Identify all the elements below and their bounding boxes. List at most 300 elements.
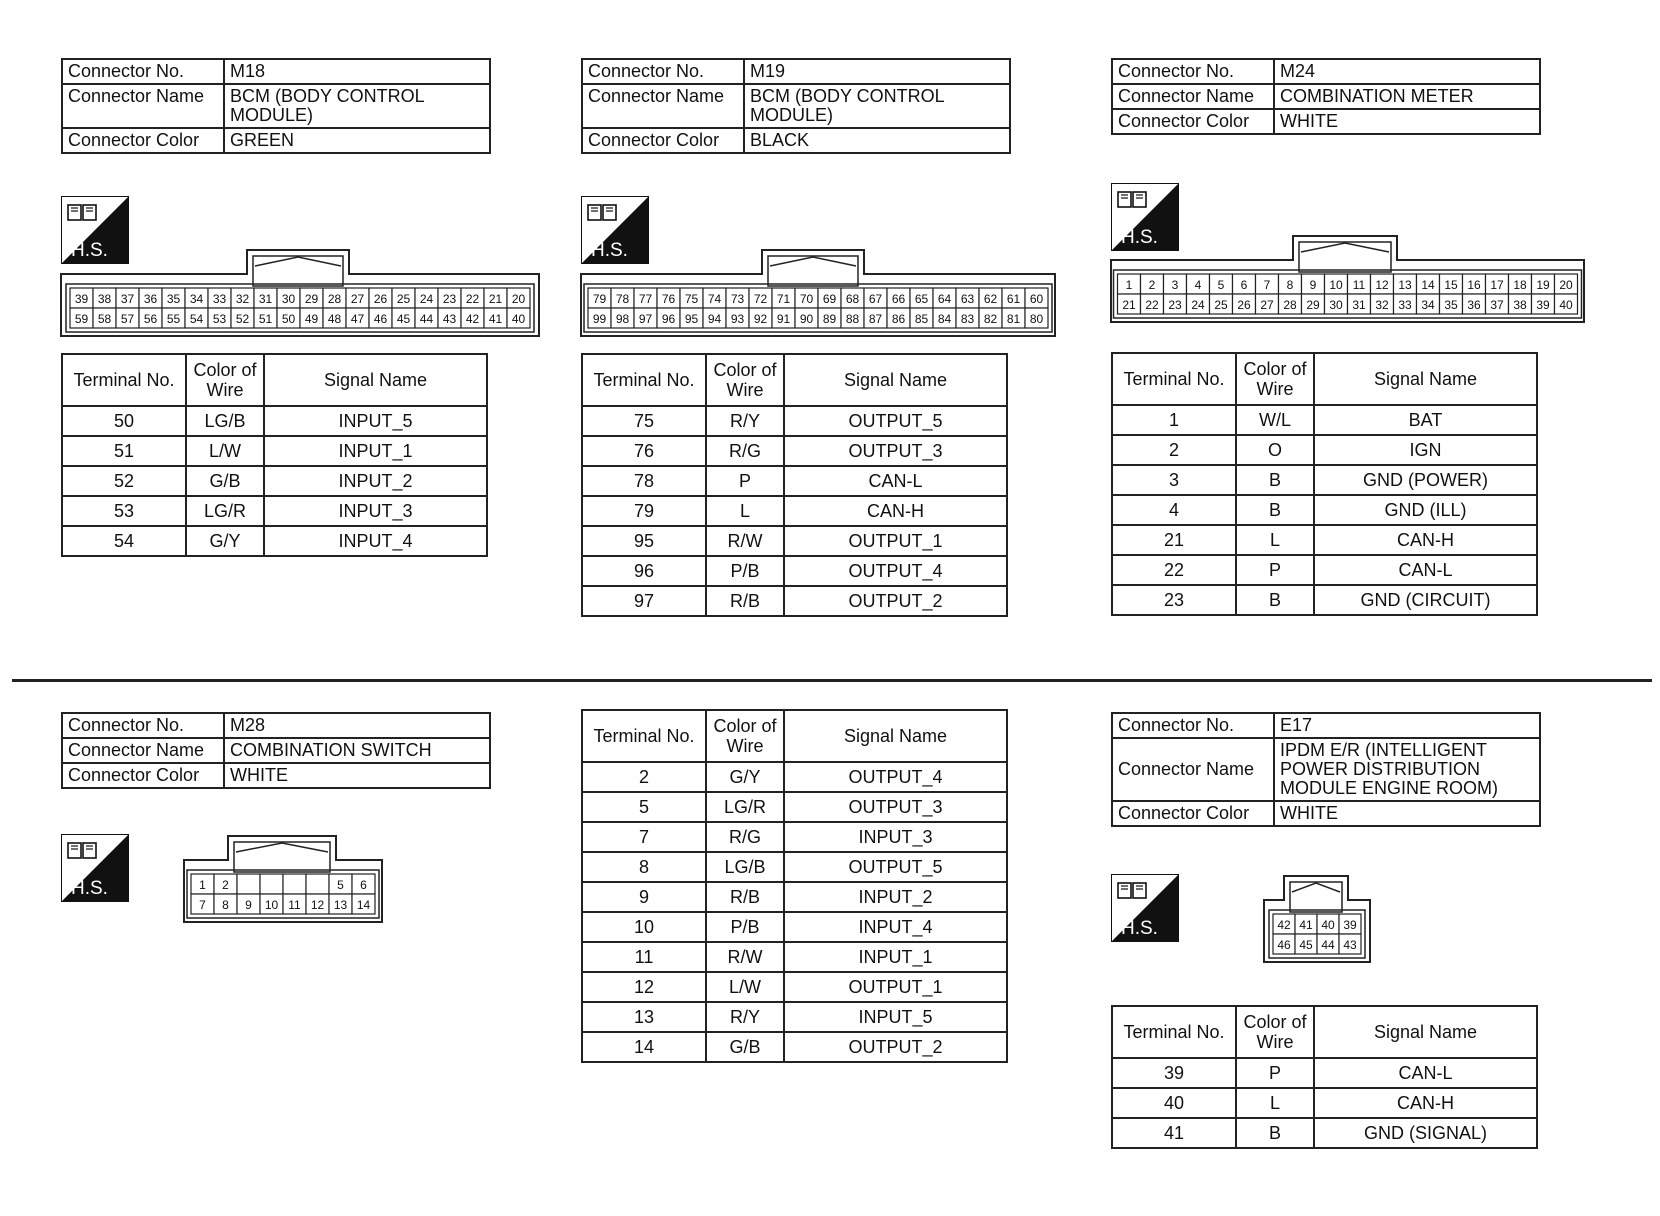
pin-number: 58 [97,312,112,326]
pin-number: 89 [822,312,837,326]
wire-color-cell: G/B [706,1032,784,1062]
pin-number: 41 [1299,918,1313,932]
connector-color-value: GREEN [224,128,490,153]
connector-name-label: Connector Name [582,84,744,128]
table-row [582,496,1007,526]
signal-name-cell: IGN [1314,435,1537,465]
connector-no-value: M19 [744,59,1010,84]
connector-name-value: IPDM E/R (INTELLIGENT POWER DISTRIBUTION MODULE ENGINE ROOM) [1274,738,1540,801]
pin-number: 83 [960,312,975,326]
table-row [62,466,487,496]
terminal-no-cell: 12 [582,972,706,1002]
signal-name-cell: GND (ILL) [1314,495,1537,525]
wire-color-header: Color of Wire [706,354,784,406]
wire-color-cell: LG/R [186,496,264,526]
terminal-no-cell: 4 [1112,495,1236,525]
pin-number: 8 [1286,278,1294,292]
terminal-no-cell: 96 [582,556,706,586]
table-row [1112,405,1537,435]
pin-number: 54 [189,312,204,326]
table-row [582,466,1007,496]
wire-color-cell: B [1236,585,1314,615]
signal-name-cell: OUTPUT_2 [784,1032,1007,1062]
pin-number: 93 [730,312,745,326]
table-row [62,406,487,436]
pin-number: 13 [1398,278,1412,292]
wire-color-cell: P [1236,555,1314,585]
pin-number: 32 [1375,298,1389,312]
pin-number: 52 [235,312,250,326]
signal-name-cell: OUTPUT_3 [784,792,1007,822]
pin-number: 53 [212,312,227,326]
table-row [582,406,1007,436]
pin-number: 18 [1513,278,1527,292]
terminal-no-header: Terminal No. [1112,353,1236,405]
signal-name-cell: INPUT_1 [264,436,487,466]
pin-number: 20 [511,292,526,306]
table-row [582,792,1007,822]
wire-color-header: Color of Wire [186,354,264,406]
table-row [582,762,1007,792]
harness-side-icon [61,834,129,902]
pin-number: 88 [845,312,860,326]
pin-number: 39 [1536,298,1550,312]
terminal-no-cell: 41 [1112,1118,1236,1148]
pin-number: 1 [199,878,206,892]
pin-number: 28 [1283,298,1297,312]
pin-number: 36 [143,292,158,306]
pin-cell [306,874,329,894]
table-row [582,1002,1007,1032]
signal-name-header: Signal Name [1314,1006,1537,1058]
pin-number: 51 [258,312,273,326]
pin-number: 50 [281,312,296,326]
terminal-no-cell: 23 [1112,585,1236,615]
signal-name-header: Signal Name [1314,353,1537,405]
terminal-no-cell: 76 [582,436,706,466]
m28-connector-info [61,712,491,789]
pin-number: 38 [1513,298,1527,312]
wire-color-cell: R/B [706,586,784,616]
pin-number: 42 [1277,918,1291,932]
pin-number: 87 [868,312,883,326]
pin-number: 63 [960,292,975,306]
pin-number: 26 [373,292,388,306]
wire-color-cell: R/W [706,942,784,972]
table-row [582,852,1007,882]
wire-color-cell: W/L [1236,405,1314,435]
pin-number: 60 [1029,292,1044,306]
wire-color-cell: LG/B [706,852,784,882]
pin-number: 23 [442,292,457,306]
table-row [582,436,1007,466]
table-row [1112,585,1537,615]
m19-connector-info [581,58,1011,154]
pin-number: 37 [1490,298,1504,312]
pin-number: 56 [143,312,158,326]
pin-number: 61 [1006,292,1021,306]
pin-number: 23 [1168,298,1182,312]
table-row [62,496,487,526]
signal-name-cell: OUTPUT_5 [784,406,1007,436]
m18-terminal-table [61,353,488,557]
pin-number: 22 [1145,298,1159,312]
pin-number: 81 [1006,312,1021,326]
pin-number: 10 [1329,278,1343,292]
pin-number: 80 [1029,312,1044,326]
terminal-no-cell: 7 [582,822,706,852]
pin-number: 45 [396,312,411,326]
terminal-no-header: Terminal No. [582,710,706,762]
signal-name-cell: OUTPUT_5 [784,852,1007,882]
wire-color-cell: O [1236,435,1314,465]
terminal-no-cell: 9 [582,882,706,912]
pin-number: 47 [350,312,365,326]
pin-number: 11 [288,898,301,912]
wire-color-cell: B [1236,1118,1314,1148]
pin-number: 35 [166,292,181,306]
m28-terminal-table [581,709,1008,1063]
wire-color-cell: G/B [186,466,264,496]
table-row [582,972,1007,1002]
terminal-no-cell: 75 [582,406,706,436]
table-row [62,526,487,556]
connector-name-value: BCM (BODY CONTROL MODULE) [744,84,1010,128]
signal-name-cell: CAN-L [784,466,1007,496]
pin-number: 7 [1263,278,1271,292]
connector-color-value: WHITE [1274,801,1540,826]
pin-number: 26 [1237,298,1251,312]
connector-name-label: Connector Name [1112,738,1274,801]
pin-number: 98 [615,312,630,326]
pin-number: 8 [222,898,229,912]
pin-number: 31 [258,292,273,306]
signal-name-cell: BAT [1314,405,1537,435]
wire-color-cell: R/Y [706,1002,784,1032]
pin-number: 57 [120,312,135,326]
signal-name-cell: CAN-L [1314,555,1537,585]
pin-number: 24 [419,292,434,306]
table-row [582,526,1007,556]
pin-number: 34 [189,292,204,306]
pin-number: 25 [396,292,411,306]
signal-name-cell: INPUT_4 [784,912,1007,942]
connector-no-value: M24 [1274,59,1540,84]
wire-color-cell: R/B [706,882,784,912]
pin-number: 33 [1398,298,1412,312]
signal-name-cell: CAN-H [784,496,1007,526]
signal-name-cell: GND (SIGNAL) [1314,1118,1537,1148]
wire-color-cell: L [706,496,784,526]
pin-number: 44 [419,312,434,326]
pin-number: 85 [914,312,929,326]
connector-name-value: BCM (BODY CONTROL MODULE) [224,84,490,128]
wire-color-cell: R/G [706,822,784,852]
signal-name-cell: CAN-H [1314,1088,1537,1118]
signal-name-cell: INPUT_3 [784,822,1007,852]
wire-color-cell: G/Y [706,762,784,792]
pin-number: 59 [74,312,89,326]
hs-label: H.S. [71,240,108,261]
terminal-no-cell: 11 [582,942,706,972]
terminal-no-cell: 22 [1112,555,1236,585]
connector-color-label: Connector Color [62,128,224,153]
terminal-no-header: Terminal No. [62,354,186,406]
pin-number: 30 [281,292,296,306]
pin-number: 64 [937,292,952,306]
wire-color-header: Color of Wire [706,710,784,762]
pin-number: 40 [1321,918,1335,932]
pin-number: 16 [1467,278,1481,292]
terminal-no-cell: 5 [582,792,706,822]
pin-number: 33 [212,292,227,306]
signal-name-header: Signal Name [784,354,1007,406]
pin-number: 73 [730,292,745,306]
pin-number: 5 [337,878,344,892]
pin-number: 25 [1214,298,1228,312]
table-row [582,942,1007,972]
pin-number: 3 [1171,278,1179,292]
pin-number: 14 [1421,278,1435,292]
signal-name-cell: INPUT_2 [784,882,1007,912]
terminal-no-cell: 13 [582,1002,706,1032]
e17-terminal-table [1111,1005,1538,1149]
pin-number: 96 [661,312,676,326]
pin-number: 40 [1559,298,1573,312]
pin-number: 6 [1240,278,1248,292]
m24-terminal-table [1111,352,1538,616]
table-row [582,586,1007,616]
signal-name-cell: OUTPUT_3 [784,436,1007,466]
wire-color-header: Color of Wire [1236,1006,1314,1058]
pin-number: 27 [1260,298,1274,312]
pin-number: 94 [707,312,722,326]
signal-name-cell: CAN-L [1314,1058,1537,1088]
pin-number: 27 [350,292,365,306]
wire-color-cell: L [1236,525,1314,555]
pin-number: 46 [1277,938,1291,952]
pin-number: 24 [1191,298,1205,312]
terminal-no-cell: 10 [582,912,706,942]
pin-number: 39 [1343,918,1357,932]
pin-number: 45 [1299,938,1313,952]
table-row [1112,1058,1537,1088]
wire-color-cell: G/Y [186,526,264,556]
connector-no-value: E17 [1274,713,1540,738]
pin-number: 37 [120,292,135,306]
signal-name-cell: OUTPUT_2 [784,586,1007,616]
terminal-no-header: Terminal No. [1112,1006,1236,1058]
wire-color-cell: LG/B [186,406,264,436]
terminal-no-cell: 52 [62,466,186,496]
table-row [582,556,1007,586]
table-row [1112,435,1537,465]
wire-color-cell: P/B [706,912,784,942]
section-divider [12,679,1652,682]
terminal-no-cell: 3 [1112,465,1236,495]
pin-number: 12 [310,898,325,912]
pin-number: 99 [592,312,607,326]
pin-number: 38 [97,292,112,306]
wire-color-cell: R/G [706,436,784,466]
signal-name-cell: GND (CIRCUIT) [1314,585,1537,615]
connector-no-label: Connector No. [62,59,224,84]
wire-color-cell: L [1236,1088,1314,1118]
pin-number: 90 [799,312,814,326]
pin-number: 21 [1122,298,1136,312]
terminal-no-cell: 40 [1112,1088,1236,1118]
pin-number: 49 [304,312,319,326]
connector-color-label: Connector Color [1112,109,1274,134]
pin-number: 82 [983,312,998,326]
table-row [1112,465,1537,495]
table-row [582,912,1007,942]
pin-number: 32 [235,292,250,306]
connector-name-label: Connector Name [1112,84,1274,109]
pin-number: 75 [684,292,699,306]
connector-no-label: Connector No. [1112,59,1274,84]
pin-number: 62 [983,292,998,306]
terminal-no-cell: 51 [62,436,186,466]
terminal-no-cell: 8 [582,852,706,882]
pin-number: 9 [245,898,252,912]
pin-cell [260,874,283,894]
pin-number: 74 [707,292,722,306]
signal-name-cell: OUTPUT_1 [784,972,1007,1002]
terminal-no-header: Terminal No. [582,354,706,406]
terminal-no-cell: 2 [582,762,706,792]
pin-number: 72 [753,292,768,306]
connector-no-value: M28 [224,713,490,738]
wire-color-cell: P [1236,1058,1314,1088]
terminal-no-cell: 54 [62,526,186,556]
signal-name-cell: INPUT_4 [264,526,487,556]
pin-number: 4 [1194,278,1202,292]
connector-no-label: Connector No. [582,59,744,84]
table-row [62,436,487,466]
pin-number: 28 [327,292,342,306]
terminal-no-cell: 53 [62,496,186,526]
signal-name-cell: CAN-H [1314,525,1537,555]
pin-number: 91 [776,312,791,326]
signal-name-header: Signal Name [784,710,1007,762]
pin-number: 5 [1217,278,1225,292]
table-row [1112,495,1537,525]
m24-connector-info [1111,58,1541,135]
connector-name-value: COMBINATION METER [1274,84,1540,109]
terminal-no-cell: 21 [1112,525,1236,555]
signal-name-cell: OUTPUT_4 [784,556,1007,586]
pin-number: 70 [799,292,814,306]
connector-color-label: Connector Color [62,763,224,788]
pin-number: 76 [661,292,676,306]
pin-number: 35 [1444,298,1458,312]
pin-number: 77 [638,292,653,306]
hs-label: H.S. [1121,918,1158,939]
pin-number: 12 [1375,278,1389,292]
wire-color-cell: R/W [706,526,784,556]
connector-color-label: Connector Color [1112,801,1274,826]
pin-number: 78 [615,292,630,306]
table-row [1112,555,1537,585]
pin-number: 95 [684,312,699,326]
pin-number: 67 [868,292,883,306]
pin-number: 22 [465,292,480,306]
pin-number: 48 [327,312,342,326]
hs-label: H.S. [71,878,108,899]
wire-color-cell: B [1236,465,1314,495]
terminal-no-cell: 97 [582,586,706,616]
pin-number: 10 [264,898,279,912]
terminal-no-cell: 78 [582,466,706,496]
connector-color-label: Connector Color [582,128,744,153]
pin-number: 68 [845,292,860,306]
pin-number: 43 [442,312,457,326]
signal-name-cell: INPUT_1 [784,942,1007,972]
pin-cell [283,874,306,894]
table-row [1112,1088,1537,1118]
pin-number: 30 [1329,298,1343,312]
pin-number: 71 [776,292,791,306]
pin-cell [237,874,260,894]
e17-connector-info [1111,712,1541,827]
pin-number: 9 [1309,278,1317,292]
terminal-no-cell: 50 [62,406,186,436]
table-row [1112,525,1537,555]
signal-name-cell: INPUT_5 [264,406,487,436]
pin-number: 14 [356,898,371,912]
wire-color-cell: B [1236,495,1314,525]
pin-number: 36 [1467,298,1481,312]
wire-color-cell: L/W [186,436,264,466]
pin-number: 44 [1321,938,1335,952]
pin-number: 7 [199,898,206,912]
pin-number: 2 [1148,278,1156,292]
pin-number: 41 [488,312,503,326]
pin-number: 34 [1421,298,1435,312]
wire-color-cell: P [706,466,784,496]
terminal-no-cell: 95 [582,526,706,556]
connector-name-value: COMBINATION SWITCH [224,738,490,763]
pin-number: 92 [753,312,768,326]
harness-side-icon [1111,874,1179,942]
signal-name-cell: OUTPUT_1 [784,526,1007,556]
m19-terminal-table [581,353,1008,617]
m18-connector-info [61,58,491,154]
pin-number: 13 [333,898,348,912]
signal-name-cell: INPUT_3 [264,496,487,526]
pin-number: 17 [1490,278,1504,292]
signal-name-header: Signal Name [264,354,487,406]
hs-label: H.S. [1121,227,1158,248]
table-row [582,882,1007,912]
pin-number: 86 [891,312,906,326]
hs-label: H.S. [591,240,628,261]
pin-number: 42 [465,312,480,326]
connector-name-label: Connector Name [62,738,224,763]
terminal-no-cell: 2 [1112,435,1236,465]
pin-number: 20 [1559,278,1573,292]
pin-number: 6 [360,878,367,892]
wire-color-cell: LG/R [706,792,784,822]
pin-number: 11 [1352,278,1366,292]
terminal-no-cell: 1 [1112,405,1236,435]
pin-number: 29 [1306,298,1320,312]
pin-number: 55 [166,312,181,326]
wire-color-cell: P/B [706,556,784,586]
pin-number: 69 [822,292,837,306]
signal-name-cell: INPUT_2 [264,466,487,496]
